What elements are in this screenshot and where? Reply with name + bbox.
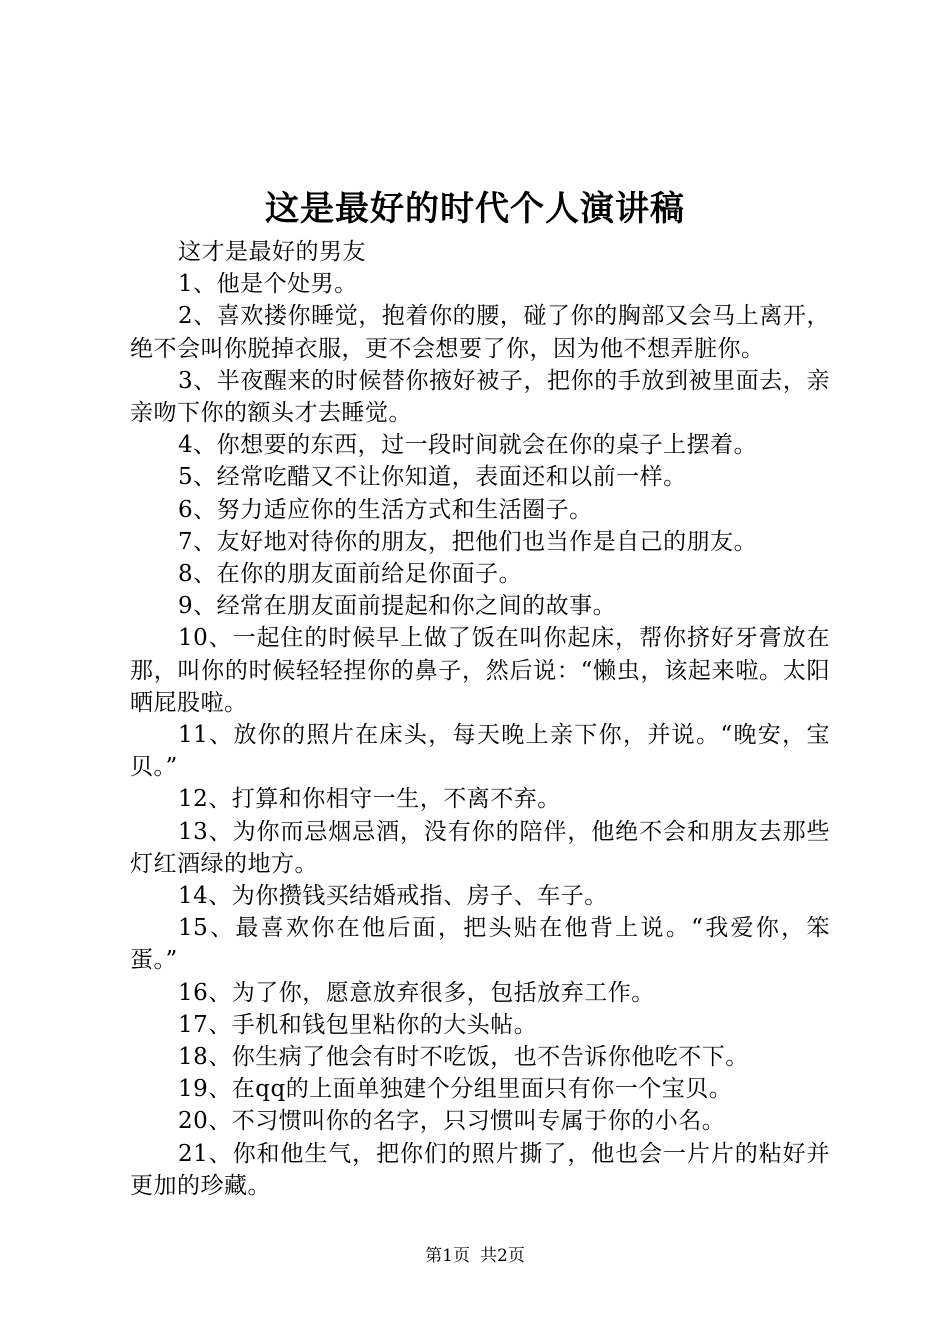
- paragraph: 7、友好地对待你的朋友，把他们也当作是自己的朋友。: [178, 528, 758, 555]
- paragraph: 6、努力适应你的生活方式和生活圈子。: [178, 496, 593, 523]
- paragraph: 5、经常吃醋又不让你知道，表面还和以前一样。: [178, 464, 687, 491]
- page-footer: [0, 1244, 950, 1268]
- paragraph: 这才是最好的男友: [178, 239, 366, 265]
- paragraph: 21、你和他生气，把你们的照片撕了，他也会一片片的粘好并更加的珍藏。: [130, 1140, 830, 1199]
- paragraph: 16、为了你，愿意放弃很多，包括放弃工作。: [178, 979, 655, 1006]
- paragraph: 11、放你的照片在床头，每天晚上亲下你，并说。“晚安，宝贝。”: [130, 722, 830, 781]
- paragraph: 12、打算和你相守一生，不离不弃。: [178, 786, 561, 813]
- paragraph: 17、手机和钱包里粘你的大头帖。: [178, 1011, 538, 1038]
- paragraph: 4、你想要的东西，过一段时间就会在你的桌子上摆着。: [178, 432, 758, 459]
- page-total: 共2页: [480, 1246, 525, 1266]
- paragraph: 9、经常在朋友面前提起和你之间的故事。: [178, 593, 617, 620]
- paragraph: 3、半夜醒来的时候替你掖好被子，把你的手放到被里面去，亲亲吻下你的额头才去睡觉。: [130, 367, 830, 427]
- paragraph: 20、不习惯叫你的名字，只习惯叫专属于你的小名。: [178, 1108, 726, 1135]
- paragraph: 19、在qq的上面单独建个分组里面只有你一个宝贝。: [178, 1076, 733, 1103]
- paragraph: 2、喜欢搂你睡觉，抱着你的腰，碰了你的胸部又会马上离开，绝不会叫你脱掉衣服，更不会想要了你，因为他不想弄脏你。: [130, 303, 830, 362]
- paragraph: 15、最喜欢你在他后面，把头贴在他背上说。“我爱你，笨蛋。”: [130, 915, 830, 974]
- paragraph: 14、为你攒钱买结婚戒指、房子、车子。: [178, 883, 608, 910]
- paragraph: 18、你生病了他会有时不吃饭，也不告诉你他吃不下。: [178, 1044, 749, 1071]
- paragraph: 1、他是个处男。: [178, 271, 358, 298]
- paragraph: 13、为你而忌烟忌酒，没有你的陪伴，他绝不会和朋友去那些灯红酒绿的地方。: [130, 818, 830, 877]
- page-number: 第1页: [425, 1246, 470, 1266]
- document-title: 这是最好的时代个人演讲稿: [265, 189, 685, 229]
- paragraph: 10、一起住的时候早上做了饭在叫你起床，帮你挤好牙膏放在那，叫你的时候轻轻捏你的鼻子，然后说：“懒虫，该起来啦。太阳晒屁股啦。: [130, 625, 830, 716]
- document-body: [130, 236, 830, 1202]
- paragraph: 8、在你的朋友面前给足你面子。: [178, 561, 523, 588]
